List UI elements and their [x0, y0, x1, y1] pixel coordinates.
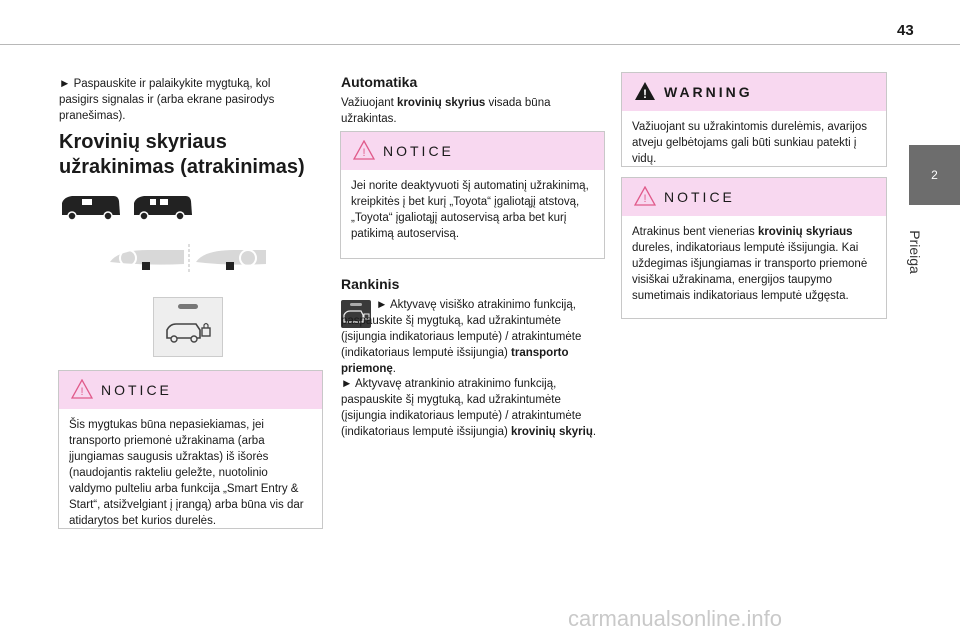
notice-text: Atrakinus bent vienerias krovinių skyriaus dureles, indikatoriaus lemputė išsijungia. Kai uždegimas išjungiamas ir transporto priemonė visiškai užrakinama, energijos taupymo sumetimais indikatoriaus lemputė užgęsta.	[632, 226, 868, 302]
svg-text:!: !	[643, 87, 647, 101]
notice-box-middle	[340, 131, 605, 259]
indicator-lamp	[178, 304, 198, 309]
dashboard-illustration	[108, 242, 268, 276]
notice-header	[341, 132, 604, 170]
notice-header	[622, 178, 886, 216]
warning-triangle-icon	[634, 81, 656, 101]
warning-header	[622, 73, 886, 111]
warning-text: Važiuojant su užrakintomis durelėmis, avarijos atveju gelbėtojams gali būti sunkiau patekti į vidų.	[632, 121, 867, 165]
notice-title: NOTICE	[101, 382, 172, 398]
notice-header	[59, 371, 322, 409]
van-lock-icon	[164, 320, 212, 344]
manual-heading: Rankinis	[341, 276, 400, 292]
van-right-icon	[134, 196, 192, 220]
automatic-text: Važiuojant krovinių skyrius visada būna užrakintas.	[341, 97, 551, 125]
lock-button-closeup	[153, 297, 223, 357]
notice-triangle-icon	[353, 140, 375, 160]
page-number: 43	[897, 22, 914, 39]
notice-triangle-icon	[71, 379, 93, 399]
warning-box	[621, 72, 887, 167]
warning-title: WARNING	[664, 84, 753, 100]
notice-title: NOTICE	[383, 143, 454, 159]
notice-triangle-icon	[634, 186, 656, 206]
notice-text: Šis mygtukas būna nepasiekiamas, jei transporto priemonė užrakinama (arba įjungiamas saugusis užraktas) iš išorės (naudojantis rakteliu geležte, nuotolinio valdymo pulteliu arba funkcija „Smart Entry & Start“, atsižvelgiant į įrangą) arba būna vis dar atidarytos bet kurios durelės.	[69, 419, 304, 527]
chapter-label: Prieiga	[907, 230, 923, 274]
notice-box-left	[58, 370, 323, 529]
chapter-tab[interactable]: 2	[909, 145, 960, 205]
top-divider	[0, 44, 960, 45]
notice-title: NOTICE	[664, 189, 735, 205]
section-title: Krovinių skyriaus užrakinimas (atrakinimas)	[59, 131, 305, 178]
vans-illustration	[58, 193, 198, 221]
manual-text-1: ► Aktyvavę visiško atrakinimo funkciją, paspauskite šį mygtuką, kad užrakintumėte (įsijungia indikatoriaus lemputė) / atrakintumėte (indikatoriaus lemputė išsijungia) transporto priemonę.	[341, 299, 582, 375]
intro-paragraph: ► Paspauskite ir palaikykite mygtuką, kol pasigirs signalas ir (arba ekrane pasirodys pranešimas).	[59, 78, 275, 122]
van-left-icon	[62, 196, 120, 220]
svg-text:!: !	[643, 193, 647, 205]
notice-box-right	[621, 177, 887, 319]
manual-text-2: ► Aktyvavę atrankinio atrakinimo funkciją, paspauskite šį mygtuką, kad užrakintumėte (įsijungia indikatoriaus lemputė) / atrakintumėte (indikatoriaus lemputė išsijungia) krovinių skyrių.	[341, 378, 597, 438]
svg-text:!: !	[80, 386, 84, 398]
watermark: carmanualsonline.info	[568, 606, 783, 631]
svg-text:!: !	[362, 147, 366, 159]
automatic-heading: Automatika	[341, 74, 418, 90]
notice-text: Jei norite deaktyvuoti šį automatinį užrakinimą, kreipkitės į bet kurį „Toyota“ įgaliotąjį atstovą, „Toyota“ įgaliotąjį autoservisą arba bet kurį patikimą autoservisą.	[351, 180, 589, 240]
